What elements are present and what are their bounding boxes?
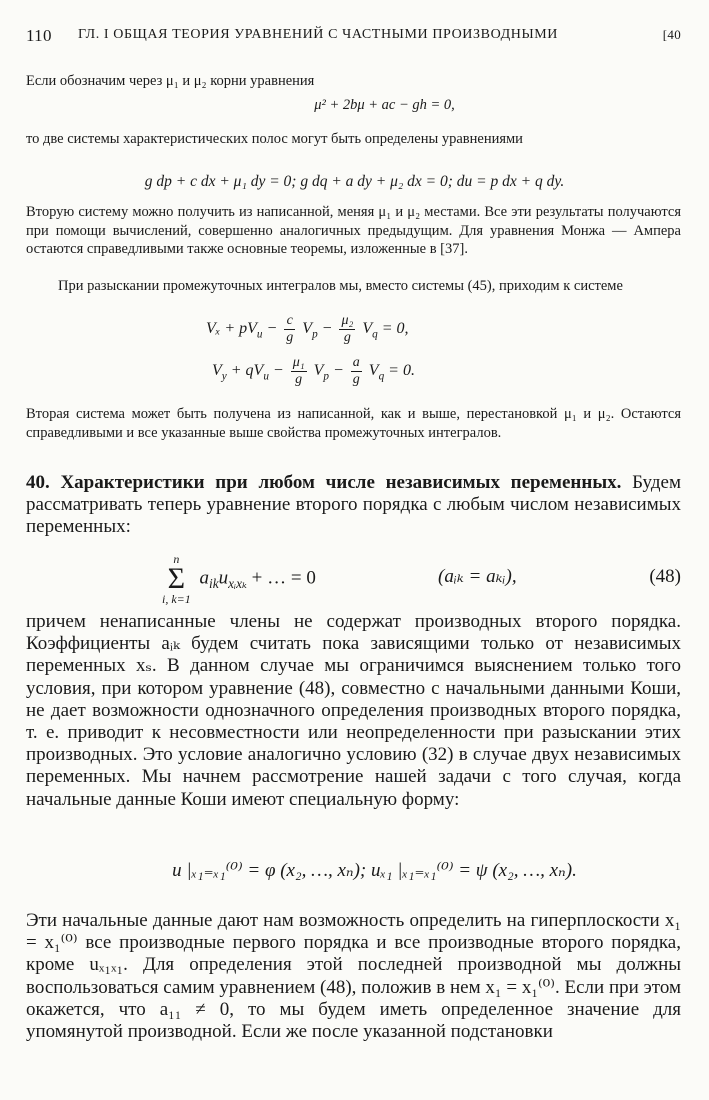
section-number: [40 — [662, 27, 681, 42]
paragraph-5: Вторая система может быть получена из написанной, как и выше, перестановкой μ₁ и μ₂. Остаются справедливыми и все указанные выше свойства промежуточных интегралов. — [26, 406, 681, 441]
section-heading: 40. Характеристики при любом числе независимых переменных. — [26, 472, 622, 493]
running-header — [26, 26, 681, 46]
paragraph-6: причем ненаписанные члены не содержат производных второго порядка. Коэффициенты aᵢₖ будем считать пока зависящими только от независимых переменных xₛ. В данном случае мы ограничимся выяснением только того условия, при котором уравнение (48), совместно с начальными данными Коши, не дает возможности однозначного определения производных второго порядка, т. е. приводит к несовместности или неопределенности при разыскании этих производных. Это условие аналогично условию (32) в случае двух независимых переменных. Мы начнем рассмотрение нашей задачи с того случая, когда начальные данные Коши имеют специальную форму: — [26, 611, 681, 810]
equation-48: n Σ i, k=1 $a_{ik}u_{xᵢx_k}$ + … = 0 (aᵢₖ = aₖᵢ), (48) — [162, 552, 681, 606]
paragraph-7: Эти начальные данные дают нам возможность определить на гиперплоскости x₁ = x₁⁽⁰⁾ все производные первого порядка и все производные второго порядка, кроме uₓ₁ₓ₁. Для определения этой последней производной мы должны воспользоваться самим уравнением (48), положив в нем x₁ = x₁⁽⁰⁾. Если при этом окажется, что a₁₁ ≠ 0, то мы будем иметь определенное значение для упомянутой производной. Если же после указанной подстановки — [26, 910, 681, 1043]
equation-48-number: (48) — [649, 566, 681, 587]
equation-cauchy-data: u |ₓ₁₌ₓ₁⁽⁰⁾ = φ (x₂, …, xₙ); uₓ₁ |ₓ₁₌ₓ₁⁽⁰⁾ = ψ (x₂, …, xₙ). — [172, 860, 577, 881]
summation: n Σ i, k=1 — [162, 552, 191, 606]
running-title: ГЛ. I ОБЩАЯ ТЕОРИЯ УРАВНЕНИЙ С ЧАСТНЫМИ ПРОИЗВОДНЫМИ — [78, 27, 559, 42]
page-number: 110 — [26, 26, 52, 45]
equation-quadratic: μ² + 2bμ + ac − gh = 0, — [314, 97, 455, 113]
paragraph-1: Если обозначим через μ₁ и μ₂ корни уравнения — [26, 73, 315, 89]
equation-system-2: $V_y + qV_u$ − $\frac{\text{μ₁}}{g}$ $V_p$ − $\frac{a}{g}$ $V_q = 0$. — [212, 355, 415, 387]
paragraph-4: При разыскании промежуточных интегралов мы, вместо системы (45), приходим к системе — [58, 278, 623, 294]
equation-48-condition: (aᵢₖ = aₖᵢ), — [438, 566, 517, 587]
paragraph-3: Вторую систему можно получить из написанной, меняя μ₁ и μ₂ местами. Все эти результаты получаются при помощи вычислений, совершенно аналогичных предыдущим. Для уравнения Монжа — Ампера остаются справедливыми также основные теоремы, изложенные в [37]. — [26, 204, 681, 258]
section-intro-text: Будем рассматривать теперь уравнение второго порядка с любым числом независимых переменных: — [26, 472, 681, 538]
section-40-intro — [26, 472, 681, 539]
paragraph-2: то две системы характеристических полос могут быть определены уравнениями — [26, 131, 523, 147]
equation-characteristic-strips: g dp + c dx + μ₁ dy = 0; g dq + a dy + μ₂ dx = 0; du = p dx + q dy. — [144, 173, 565, 190]
equation-system-1: $V_x + pV_u$ − $\frac{c}{g}$ $V_p$ − $\frac{\text{μ₂}}{g}$ $V_q = 0$, — [206, 313, 409, 345]
